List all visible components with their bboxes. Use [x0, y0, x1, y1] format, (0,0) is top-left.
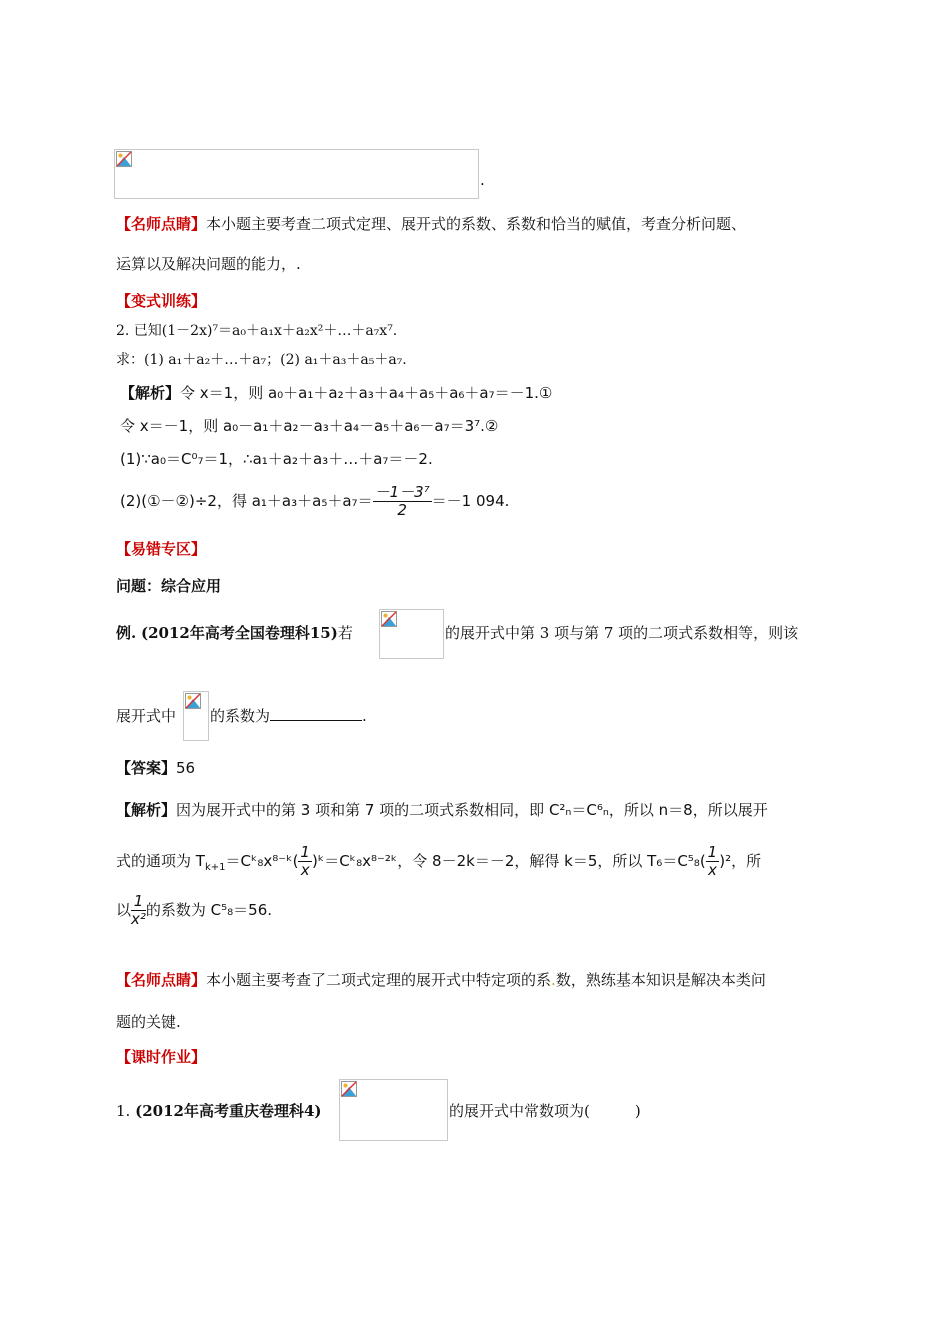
- fraction-numerator: 1: [300, 843, 310, 861]
- solution-4-pre: (2)(①－②)÷2，得 a₁＋a₃＋a₅＋a₇＝: [120, 492, 373, 510]
- fraction-denominator: x: [300, 861, 310, 879]
- variant-solution-1: [120, 383, 552, 403]
- analysis-text-1: 因为展开式中的第 3 项和第 7 项的二项式系数相同，即 C²ₙ＝C⁶ₙ，所以 n＝8，所以展开: [176, 801, 768, 819]
- analysis-fraction: [298, 844, 312, 879]
- answer-tag: 【答案】: [116, 759, 177, 777]
- broken-image-icon: [341, 1081, 357, 1097]
- item-source: (2012年高考重庆卷理科4): [135, 1102, 322, 1120]
- comment-tag: 【名师点睛】: [116, 971, 207, 989]
- pitfall-heading: 【易错专区】: [116, 540, 207, 558]
- comment-tag: 【名师点睛】: [116, 215, 207, 233]
- broken-image-icon: [116, 151, 132, 167]
- analysis-3-pre: 以: [116, 901, 132, 919]
- fraction-denominator: x: [708, 861, 717, 879]
- variant-solution-3: (1)∵a₀＝C⁰₇＝1，∴a₁＋a₂＋a₃＋…＋a₇＝－2.: [120, 450, 433, 468]
- analysis-2-b: ＝C: [225, 852, 251, 870]
- teacher-comment-1: [116, 214, 746, 234]
- teacher-comment-1-cont: 运算以及解决问题的能力，.: [116, 255, 301, 273]
- example-source: (2012年高考全国卷理科15): [141, 624, 338, 642]
- solution-4-post: ＝－1 094.: [431, 492, 510, 510]
- formula-image-placeholder: [339, 1079, 448, 1141]
- analysis-line-1: [116, 800, 768, 820]
- comment-text-b: 数，熟练基本知识是解决本类问: [555, 971, 766, 989]
- formula-image-placeholder: [114, 149, 479, 199]
- fraction-denominator: 2: [397, 501, 407, 519]
- teacher-comment-2: [116, 970, 766, 990]
- example-if: 若: [337, 624, 353, 642]
- analysis-tag: 【解析】: [116, 801, 177, 819]
- formula-image-placeholder: [379, 609, 444, 659]
- line-end: .: [362, 707, 367, 725]
- variant-solution-2: 令 x＝－1，则 a₀－a₁＋a₂－a₃＋a₄－a₅＋a₆－a₇＝3⁷.②: [120, 417, 499, 435]
- answer-line: [116, 758, 195, 778]
- stray-dot: .: [551, 971, 556, 989]
- broken-image-icon: [381, 611, 397, 627]
- variant-question-ask: 求：(1) a₁＋a₂＋…＋a₇；(2) a₁＋a₃＋a₅＋a₇.: [116, 352, 407, 368]
- variant-solution-4: [120, 483, 509, 519]
- fraction-numerator: 1: [707, 843, 718, 861]
- analysis-2-pre: 式的通项为 T: [116, 852, 205, 870]
- variant-heading: 【变式训练】: [116, 292, 207, 310]
- example-label: 例.: [116, 624, 137, 642]
- teacher-comment-2-cont: 题的关键.: [116, 1013, 181, 1031]
- comment-text: 本小题主要考查二项式定理、展开式的系数、系数和恰当的赋值，考查分析问题、: [206, 215, 747, 233]
- solution-fraction: [373, 484, 432, 519]
- analysis-2-sub: k+1: [204, 862, 226, 873]
- fraction-denominator: x²: [131, 910, 146, 928]
- item-number: 1.: [116, 1102, 131, 1120]
- analysis-2-e: )²，所: [719, 852, 762, 870]
- analysis-line-2: [116, 843, 761, 886]
- analysis-2-c: ᵏ₈x⁸⁻ᵏ(: [250, 852, 299, 870]
- example-line-1: [116, 623, 353, 643]
- analysis-fraction-2: [706, 844, 720, 879]
- pitfall-topic: 问题：综合应用: [116, 577, 222, 595]
- homework-heading: 【课时作业】: [116, 1048, 207, 1066]
- fraction-numerator: －1－3⁷: [374, 483, 430, 501]
- analysis-fraction-3: [131, 893, 146, 928]
- fraction-numerator: 1: [131, 893, 146, 911]
- trailing-dot: .: [480, 171, 485, 189]
- analysis-2-d: )ᵏ＝Cᵏ₈x⁸⁻²ᵏ，令 8－2k＝－2，解得 k＝5，所以 T₆＝C⁵₈(: [311, 852, 706, 870]
- homework-item-1-rest: 的展开式中常数项为( ): [449, 1102, 641, 1120]
- analysis-3-post: 的系数为 C⁵₈＝56.: [145, 901, 273, 919]
- example-line-2-post: [210, 706, 367, 726]
- broken-image-icon: [185, 693, 201, 709]
- homework-item-1: [116, 1101, 321, 1121]
- comment-text-a: 本小题主要考查了二项式定理的展开式中特定项的系: [206, 971, 552, 989]
- solution-tag: 【解析】: [120, 384, 181, 402]
- example-line-1-rest: 的展开式中第 3 项与第 7 项的二项式系数相等，则该: [445, 624, 799, 642]
- answer-value: 56: [176, 759, 196, 777]
- solution-step-1: 令 x＝1，则 a₀＋a₁＋a₂＋a₃＋a₄＋a₅＋a₆＋a₇＝－1.①: [180, 384, 553, 402]
- analysis-line-3: [116, 890, 272, 930]
- answer-blank: [270, 706, 362, 721]
- coefficient-text: 的系数为: [210, 707, 271, 725]
- variant-question: 2. 已知(1－2x)⁷＝a₀＋a₁x＋a₂x²＋…＋a₇x⁷.: [116, 323, 398, 339]
- example-line-2-pre: 展开式中: [116, 707, 177, 725]
- formula-image-placeholder: [183, 691, 209, 741]
